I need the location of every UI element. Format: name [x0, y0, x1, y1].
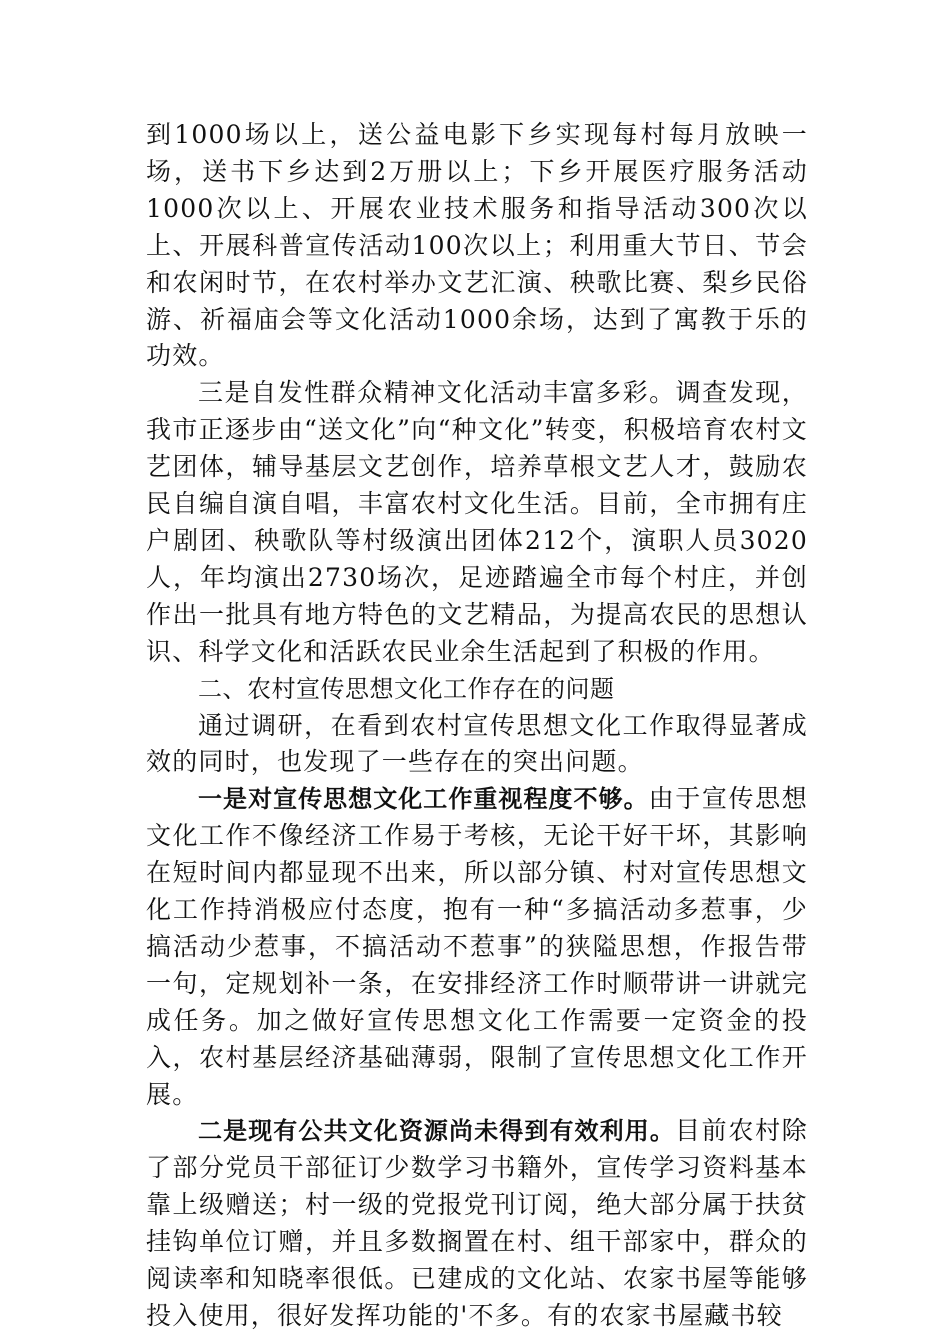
paragraph-3: 通过调研，在看到农村宣传思想文化工作取得显著成效的同时，也发现了一些存在的突出问题。	[146, 710, 808, 777]
section-heading: 二、农村宣传思想文化工作存在的问题	[198, 674, 615, 703]
paragraph-4-lead: 一是对宣传思想文化工作重视程度不够。	[198, 785, 649, 814]
paragraph-5-body: 目前农村除了部分党员干部征订少数学习书籍外，宣传学习资料基本靠上级赠送；村一级的党报党刊订阅，绝大部分属于扶贫挂钩单位订赠，并且多数搁置在村、组干部家中，群众的阅读率和知晓率很低。已建成的文化站、农家书屋等能够投入使用，很好发挥功能的'不多。有的农家书屋藏书较	[146, 1116, 808, 1330]
paragraph-4	[146, 781, 808, 1113]
paragraph-2: 三是自发性群众精神文化活动丰富多彩。调查发现，我市正逐步由“送文化”向“种文化”转变，积极培育农村文艺团体，辅导基层文艺创作，培养草根文艺人才，鼓励农民自编自演自唱，丰富农村文化生活。目前，全市拥有庄户剧团、秧歌队等村级演出团体212个，演职人员3020人，年均演出2730场次，足迹踏遍全市每个村庄，并创作出一批具有地方特色的文艺精品，为提高农民的思想认识、科学文化和活跃农民业余生活起到了积极的作用。	[146, 378, 808, 666]
paragraph-5-lead: 二是现有公共文化资源尚未得到有效利用。	[198, 1117, 675, 1146]
paragraph-5	[146, 1113, 808, 1334]
paragraph-1: 到1000场以上，送公益电影下乡实现每村每月放映一场，送书下乡达到2万册以上；下乡开展医疗服务活动1000次以上、开展农业技术服务和指导活动300次以上、开展科普宣传活动100次以上；利用重大节日、节会和农闲时节，在农村举办文艺汇演、秧歌比赛、梨乡民俗游、祈福庙会等文化活动1000余场，达到了寓教于乐的功效。	[146, 120, 808, 371]
document-page	[146, 117, 808, 1335]
paragraph-4-body: 由于宣传思想文化工作不像经济工作易于考核，无论干好干坏，其影响在短时间内都显现不出来，所以部分镇、村对宣传思想文化工作持消极应付态度，抱有一种“多搞活动多惹事，少搞活动少惹事，不搞活动不惹事”的狭隘思想，作报告带一句，定规划补一条，在安排经济工作时顺带讲一讲就完成任务。加之做好宣传思想文化工作需要一定资金的投入，农村基层经济基础薄弱，限制了宣传思想文化工作开展。	[146, 784, 808, 1109]
